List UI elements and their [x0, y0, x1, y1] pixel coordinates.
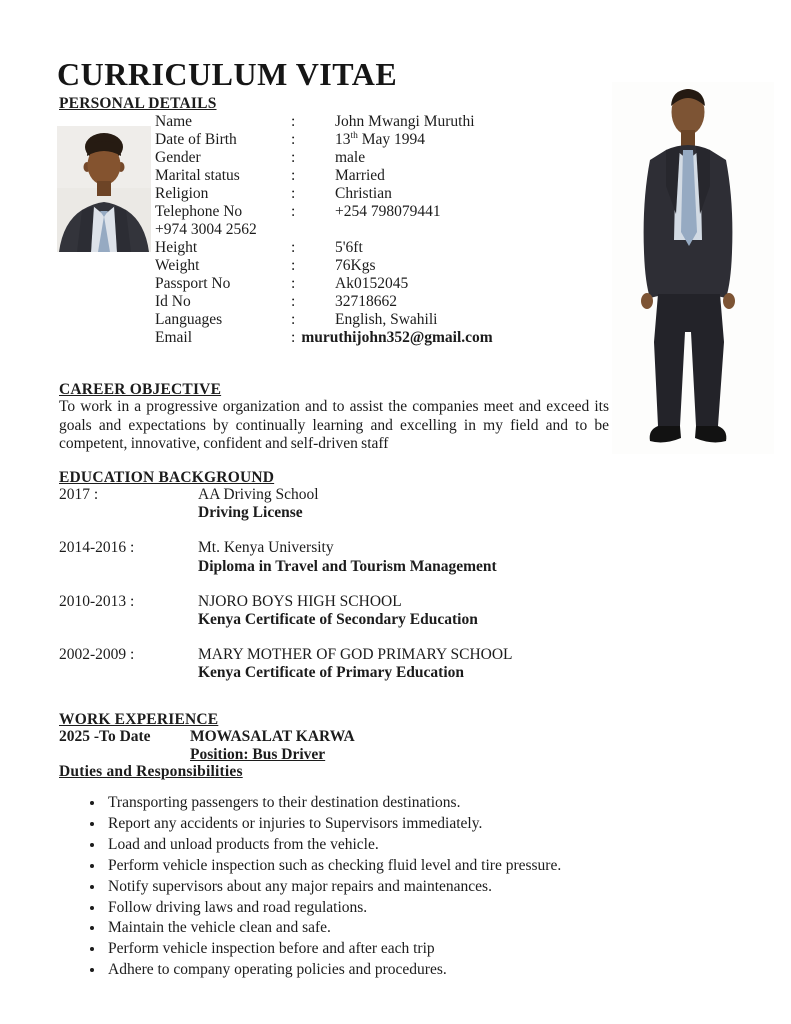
detail-label: Id No: [155, 293, 191, 310]
duties-list: [86, 793, 631, 981]
headshot-photo-graphic: [57, 126, 151, 252]
page-title: CURRICULUM VITAE: [57, 56, 398, 92]
detail-row-gender: [155, 149, 535, 167]
work-company: MOWASALAT KARWA: [190, 728, 355, 745]
detail-separator: :: [291, 311, 296, 328]
detail-value: English, Swahili: [335, 311, 438, 328]
detail-separator: :: [291, 167, 296, 184]
detail-row-name: [155, 113, 535, 131]
detail-value: 32718662: [335, 293, 397, 310]
education-qualification: Kenya Certificate of Primary Education: [198, 664, 465, 682]
work-entry: [59, 728, 355, 746]
duty-item: • Maintain the vehicle clean and safe.: [105, 918, 631, 939]
education-institution: MARY MOTHER OF GOD PRIMARY SCHOOL: [198, 645, 513, 663]
detail-row-languages: [155, 311, 535, 329]
education-period: 2010-2013 :: [59, 592, 135, 610]
career-objective-heading: CAREER OBJECTIVE: [59, 381, 222, 398]
education-institution: Mt. Kenya University: [198, 539, 334, 557]
education-list: [59, 486, 604, 699]
detail-value: 76Kgs: [335, 257, 376, 274]
detail-value: 5'6ft: [335, 239, 363, 256]
detail-label: Name: [155, 113, 193, 130]
detail-separator: :: [291, 185, 296, 202]
detail-row-weight: [155, 257, 535, 275]
detail-row-dob: [155, 131, 535, 149]
detail-row-height: [155, 239, 535, 257]
duty-item: • Adhere to company operating policies and procedures.: [105, 960, 631, 981]
education-qualification: Kenya Certificate of Secondary Education: [198, 611, 478, 629]
detail-row-id-no: [155, 293, 535, 311]
education-institution: NJORO BOYS HIGH SCHOOL: [198, 592, 402, 610]
personal-details-heading: PERSONAL DETAILS: [59, 95, 217, 112]
work-experience-heading: WORK EXPERIENCE: [59, 711, 219, 728]
detail-value: [335, 131, 535, 149]
detail-value: +254 798079441: [335, 203, 441, 220]
detail-separator: :: [291, 203, 296, 220]
detail-row-passport: [155, 275, 535, 293]
education-qualification: Diploma in Travel and Tourism Management: [198, 557, 497, 575]
duty-item: • Notify supervisors about any major repairs and maintenances.: [105, 877, 631, 898]
email-address: muruthijohn352@gmail.com: [301, 329, 493, 346]
education-qualification: Driving License: [198, 504, 303, 522]
duty-item: • Follow driving laws and road regulations.: [105, 898, 631, 919]
detail-label: Weight: [155, 257, 200, 274]
detail-separator: :: [291, 239, 296, 256]
work-period: 2025 -To Date: [59, 728, 151, 745]
full-body-photo-graphic: [612, 82, 774, 454]
detail-label: Date of Birth: [155, 131, 237, 148]
career-objective-text: To work in a progressive organization and to assist the companies meet and exceed its goals and expectations by continually learning and excelling in my field and to be competent, innovative, confident and self-driven staff: [59, 398, 609, 453]
detail-value: John Mwangi Muruthi: [335, 113, 475, 130]
dob-day: 13: [335, 131, 351, 148]
detail-label: Passport No: [155, 275, 231, 292]
detail-label: Height: [155, 239, 198, 256]
detail-row-marital-status: [155, 167, 535, 185]
detail-value: Ak0152045: [335, 275, 409, 292]
detail-row-telephone-secondary: [155, 221, 535, 239]
education-institution: AA Driving School: [198, 486, 319, 503]
full-body-photo: [612, 82, 774, 454]
detail-value: Christian: [335, 185, 392, 202]
dob-rest: May 1994: [357, 131, 426, 148]
education-entry: [59, 593, 604, 630]
detail-row-religion: [155, 185, 535, 203]
duty-item: • Transporting passengers to their destination destinations.: [105, 793, 631, 814]
education-background-heading: EDUCATION BACKGROUND: [59, 469, 275, 486]
detail-row-telephone: [155, 203, 535, 221]
education-entry: [59, 646, 604, 683]
duties-heading: Duties and Responsibilities: [59, 763, 243, 780]
dob-ordinal: th: [350, 130, 358, 141]
detail-value: male: [335, 149, 366, 166]
education-entry: [59, 486, 604, 523]
detail-row-email: [155, 329, 535, 347]
personal-details-table: [155, 113, 535, 347]
telephone-secondary: +974 3004 2562: [155, 221, 257, 238]
detail-separator: :: [291, 293, 296, 310]
detail-label: Languages: [155, 311, 223, 328]
education-period: 2017 :: [59, 486, 99, 503]
duty-item: • Report any accidents or injuries to Supervisors immediately.: [105, 814, 631, 835]
work-position: Position: Bus Driver: [190, 746, 326, 763]
email-separator: :: [291, 329, 296, 346]
duty-item: • Load and unload products from the vehicle.: [105, 835, 631, 856]
detail-separator: :: [291, 149, 296, 166]
education-entry: [59, 539, 604, 576]
detail-value: Married: [335, 167, 385, 184]
detail-separator: :: [291, 131, 296, 148]
detail-label: Marital status: [155, 167, 240, 184]
detail-separator: :: [291, 275, 296, 292]
detail-label: Email: [155, 329, 193, 346]
detail-label: Gender: [155, 149, 201, 166]
duty-item: • Perform vehicle inspection before and after each trip: [105, 939, 631, 960]
duty-item: • Perform vehicle inspection such as checking fluid level and tire pressure.: [105, 856, 631, 877]
education-period: 2014-2016 :: [59, 539, 135, 557]
headshot-photo: [57, 126, 151, 252]
education-period: 2002-2009 :: [59, 645, 135, 663]
detail-label: Telephone No: [155, 203, 243, 220]
detail-value: [291, 329, 493, 347]
detail-label: Religion: [155, 185, 209, 202]
detail-separator: :: [291, 257, 296, 274]
detail-separator: :: [291, 113, 296, 130]
